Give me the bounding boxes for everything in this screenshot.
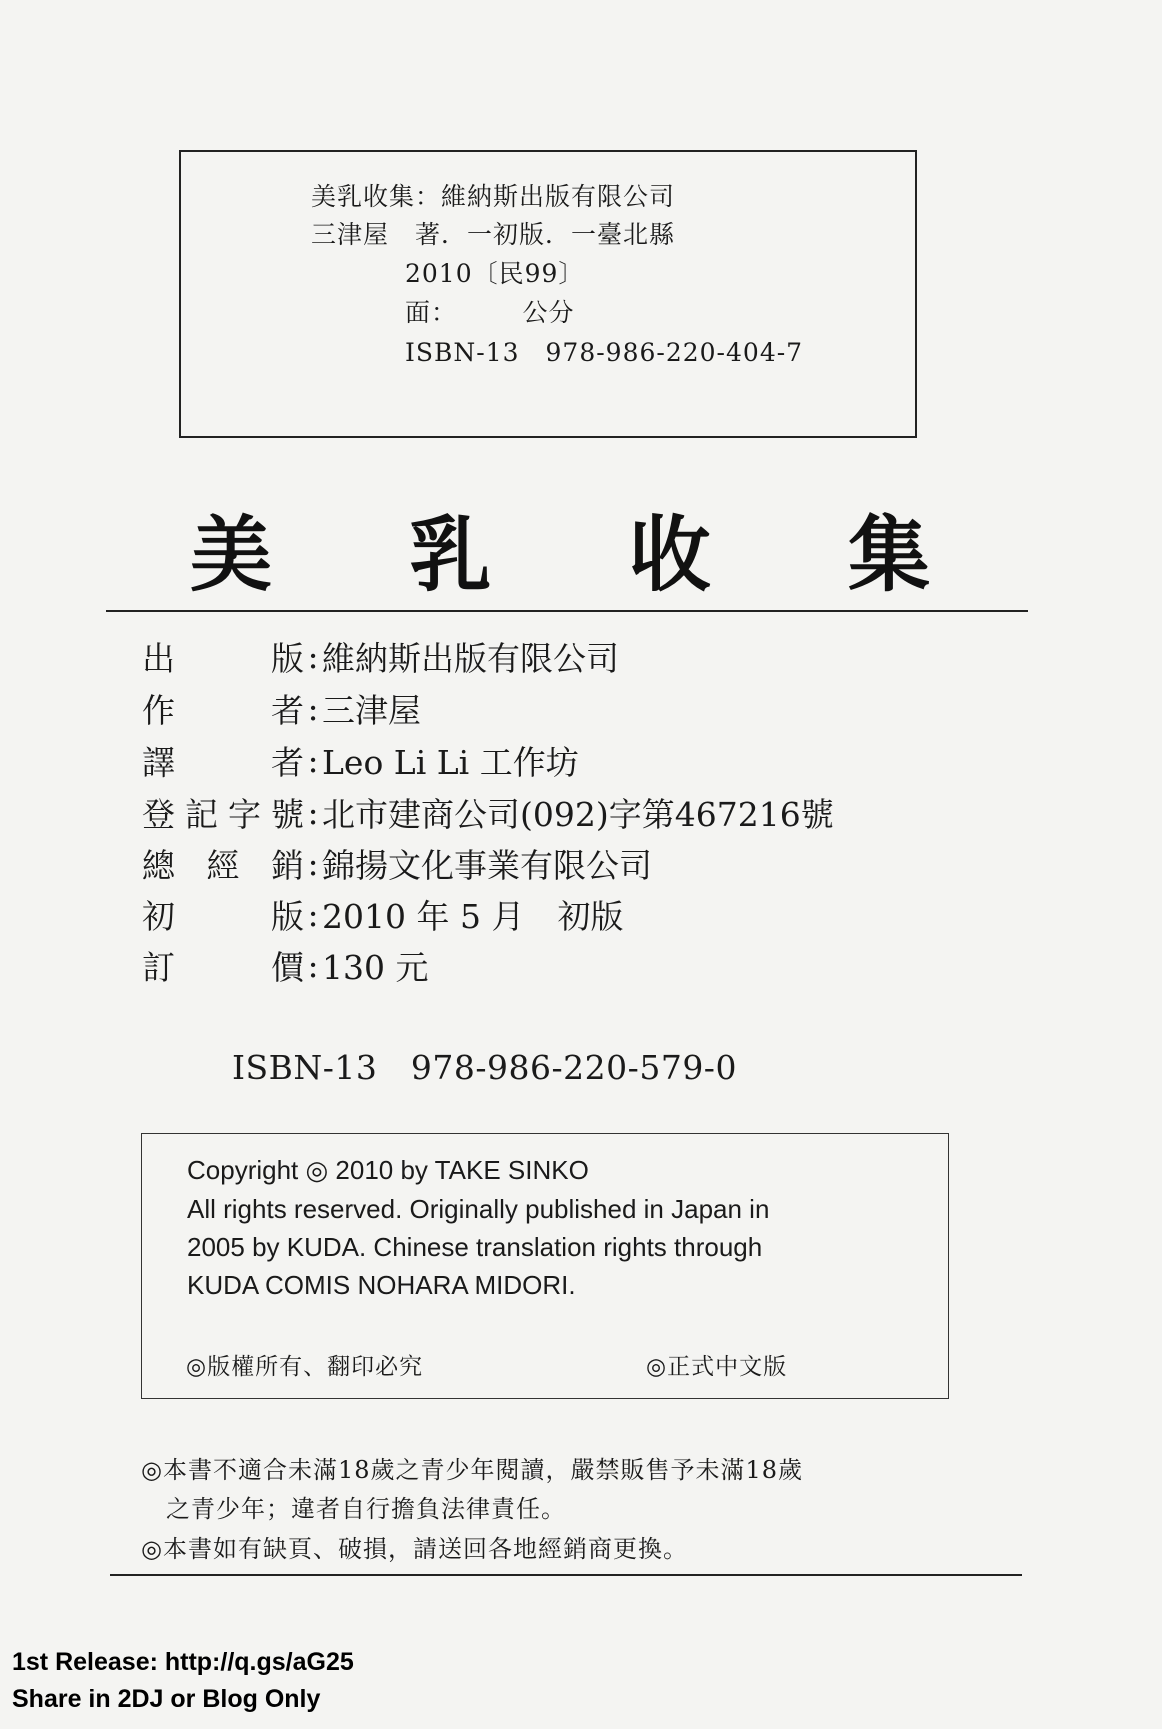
- copyright-line: Copyright ◎ 2010 by TAKE SINKO: [187, 1155, 589, 1185]
- cip-isbn-line: ISBN-13 978-986-220-404-7: [405, 338, 804, 367]
- book-title: [190, 507, 930, 603]
- info-label: 出 版: [142, 638, 304, 678]
- defect-return-notice: ◎本書如有缺頁、破損，請送回各地經銷商更換。: [141, 1535, 688, 1563]
- copyright-box: [141, 1133, 949, 1399]
- title-divider: [106, 610, 1028, 612]
- info-value: 130 元: [322, 947, 429, 987]
- cip-record-box: [179, 150, 917, 438]
- cip-line-4: 面： 公分: [405, 298, 575, 327]
- info-label: 登 記 字 號: [142, 794, 304, 834]
- cip-line-3: 2010〔民99〕: [405, 259, 585, 288]
- cip-line-1: 美乳收集：維納斯出版有限公司: [311, 182, 676, 211]
- rights-line: 2005 by KUDA. Chinese translation rights through: [187, 1232, 763, 1262]
- info-value: 北市建商公司(092)字第467216號: [322, 794, 834, 834]
- bottom-divider: [110, 1574, 1022, 1576]
- title-char: 集: [847, 507, 930, 603]
- info-label: 初 版: [142, 896, 304, 936]
- info-row-first-edition: 初 版 : 2010 年 5 月 初版: [142, 891, 623, 937]
- info-value: Leo Li Li 工作坊: [322, 742, 579, 782]
- info-label: 譯 者: [142, 742, 304, 782]
- share-note: Share in 2DJ or Blog Only: [12, 1685, 321, 1713]
- info-row-price: 訂 價 : 130 元: [142, 942, 428, 988]
- title-char: 美: [190, 507, 273, 603]
- title-char: 收: [628, 507, 711, 603]
- all-rights-reserved-mark: ◎版權所有、翻印必究: [186, 1354, 424, 1380]
- age-restriction-notice: ◎本書不適合未滿18歲之青少年閱讀，嚴禁販售予未滿18歲: [141, 1456, 804, 1484]
- info-label: 作 者: [142, 690, 304, 730]
- info-row-registration: 登 記 字 號 : 北市建商公司(092)字第467216號: [142, 789, 834, 835]
- info-label: 總 經 銷: [142, 845, 304, 885]
- info-row-distributor: 總 經 銷 : 錦揚文化事業有限公司: [142, 840, 652, 886]
- age-restriction-notice-cont: 之青少年；違者自行擔負法律責任。: [141, 1495, 566, 1523]
- official-edition-mark: ◎正式中文版: [646, 1354, 788, 1380]
- info-value: 錦揚文化事業有限公司: [322, 845, 652, 885]
- info-label: 訂 價: [142, 947, 304, 987]
- rights-line: KUDA COMIS NOHARA MIDORI.: [187, 1270, 576, 1300]
- title-char: 乳: [409, 507, 492, 603]
- info-value: 維納斯出版有限公司: [322, 638, 619, 678]
- info-value: 三津屋: [322, 690, 421, 730]
- cip-line-2: 三津屋 著．一初版．一臺北縣: [311, 220, 676, 249]
- isbn-number: ISBN-13 978-986-220-579-0: [232, 1048, 737, 1087]
- rights-line: All rights reserved. Originally published in Japan in: [187, 1194, 770, 1224]
- info-row-author: 作 者 : 三津屋: [142, 685, 421, 731]
- info-row-publisher: 出 版 : 維納斯出版有限公司: [142, 633, 619, 679]
- info-value: 2010 年 5 月 初版: [322, 896, 624, 936]
- info-row-translator: 譯 者 : Leo Li Li 工作坊: [142, 737, 579, 783]
- release-note: 1st Release: http://q.gs/aG25: [12, 1648, 354, 1676]
